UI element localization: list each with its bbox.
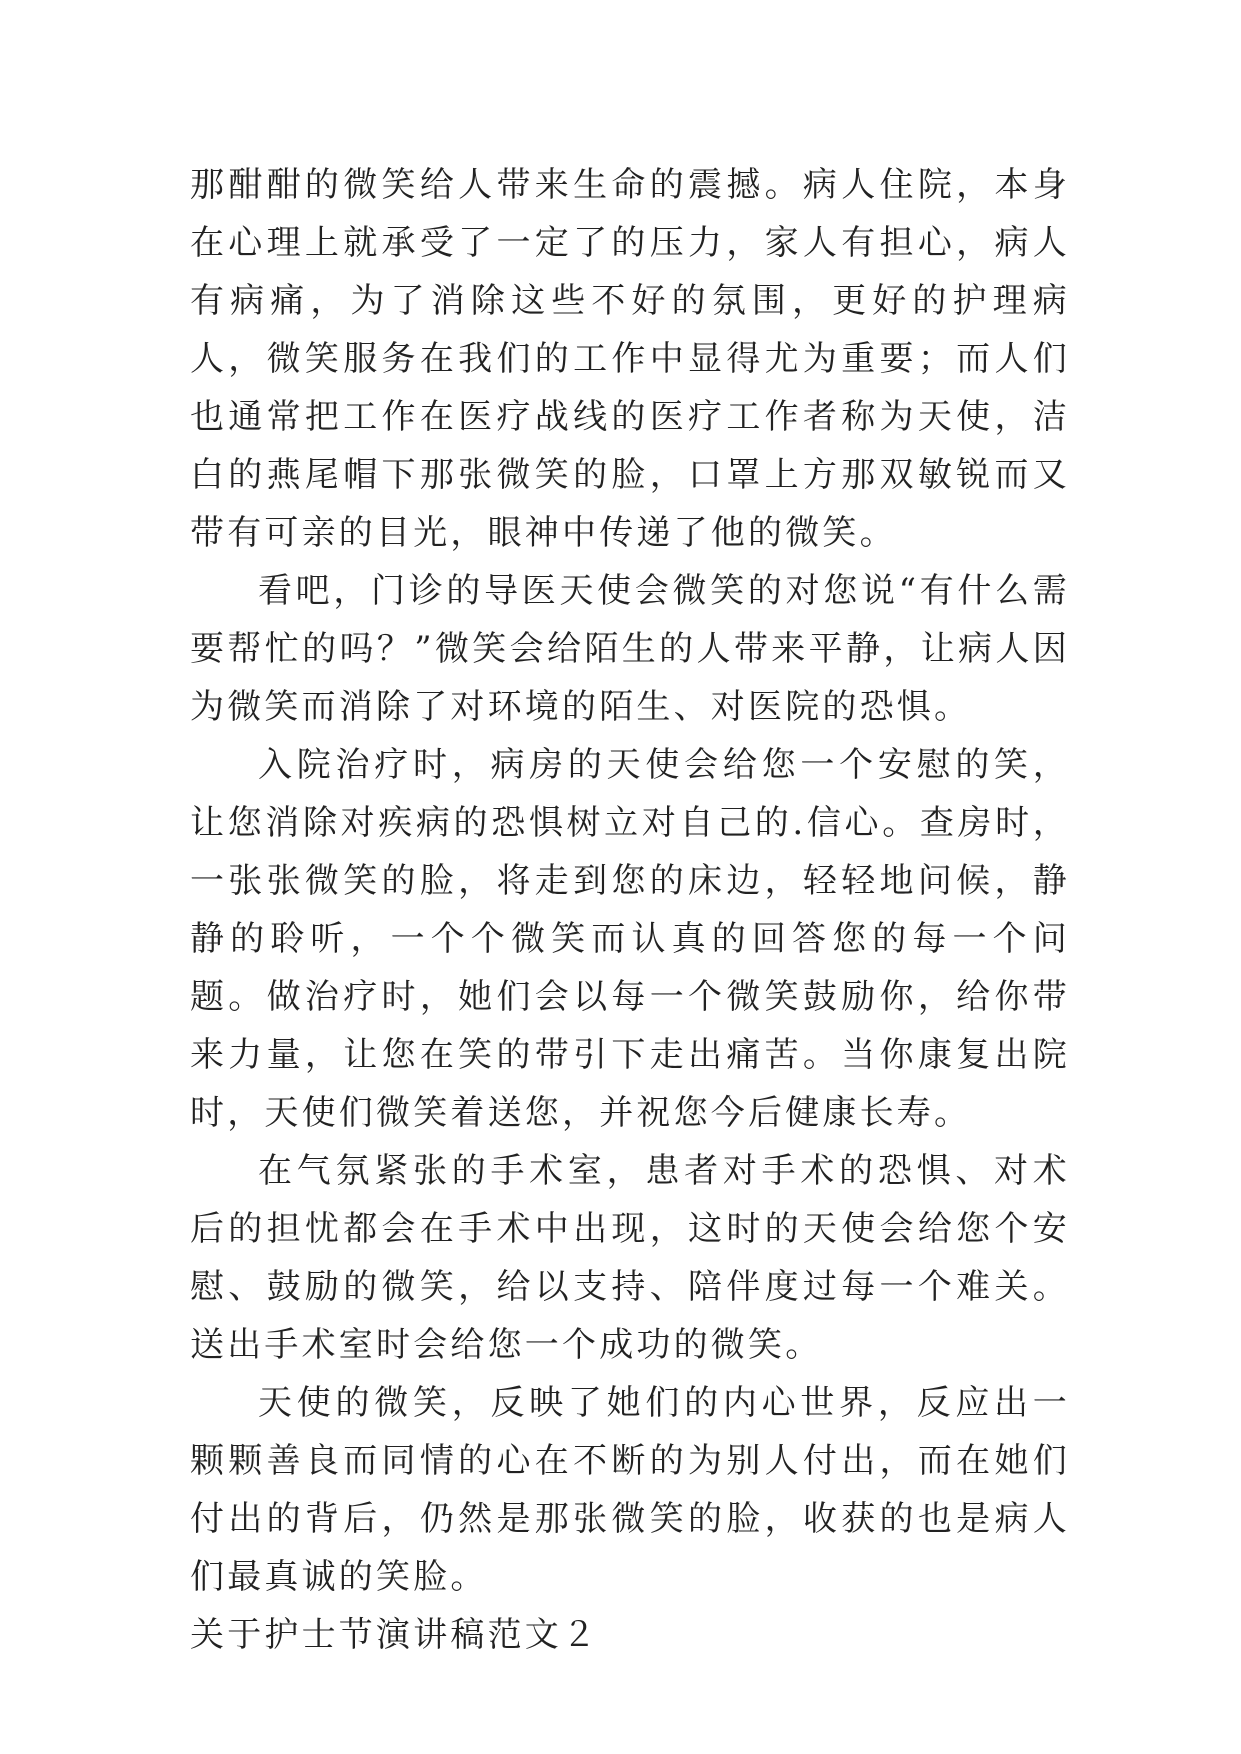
paragraph-4: 在气氛紧张的手术室，患者对手术的恐惧、对术后的担忧都会在手术中出现，这时的天使会给您个安慰、鼓励的微笑，给以支持、陪伴度过每一个难关。送出手术室时会给您一个成功的微笑。 xyxy=(190,1151,1070,1365)
paragraph-2: 看吧，门诊的导医天使会微笑的对您说“有什么需要帮忙的吗？”微笑会给陌生的人带来平静，让病人因为微笑而消除了对环境的陌生、对医院的恐惧。 xyxy=(190,571,1070,727)
paragraph-3: 入院治疗时，病房的天使会给您一个安慰的笑，让您消除对疾病的恐惧树立对自己的.信心。查房时，一张张微笑的脸，将走到您的床边，轻轻地问候，静静的聆听，一个个微笑而认真的回答您的每一个问题。做治疗时，她们会以每一个微笑鼓励你，给你带来力量，让您在笑的带引下走出痛苦。当你康复出院时，天使们微笑着送您，并祝您今后健康长寿。 xyxy=(190,745,1070,1133)
paragraph-5: 天使的微笑，反映了她们的内心世界，反应出一颗颗善良而同情的心在不断的为别人付出，而在她们付出的背后，仍然是那张微笑的脸，收获的也是病人们最真诚的笑脸。 xyxy=(190,1383,1070,1597)
section-heading: 关于护士节演讲稿范文２ xyxy=(190,1615,600,1655)
document-body xyxy=(190,156,1070,1664)
paragraph-1: 那酣酣的微笑给人带来生命的震撼。病人住院，本身在心理上就承受了一定了的压力，家人有担心，病人有病痛，为了消除这些不好的氛围，更好的护理病人，微笑服务在我们的工作中显得尤为重要；而人们也通常把工作在医疗战线的医疗工作者称为天使，洁白的燕尾帽下那张微笑的脸，口罩上方那双敏锐而又带有可亲的目光，眼神中传递了他的微笑。 xyxy=(190,165,1070,553)
